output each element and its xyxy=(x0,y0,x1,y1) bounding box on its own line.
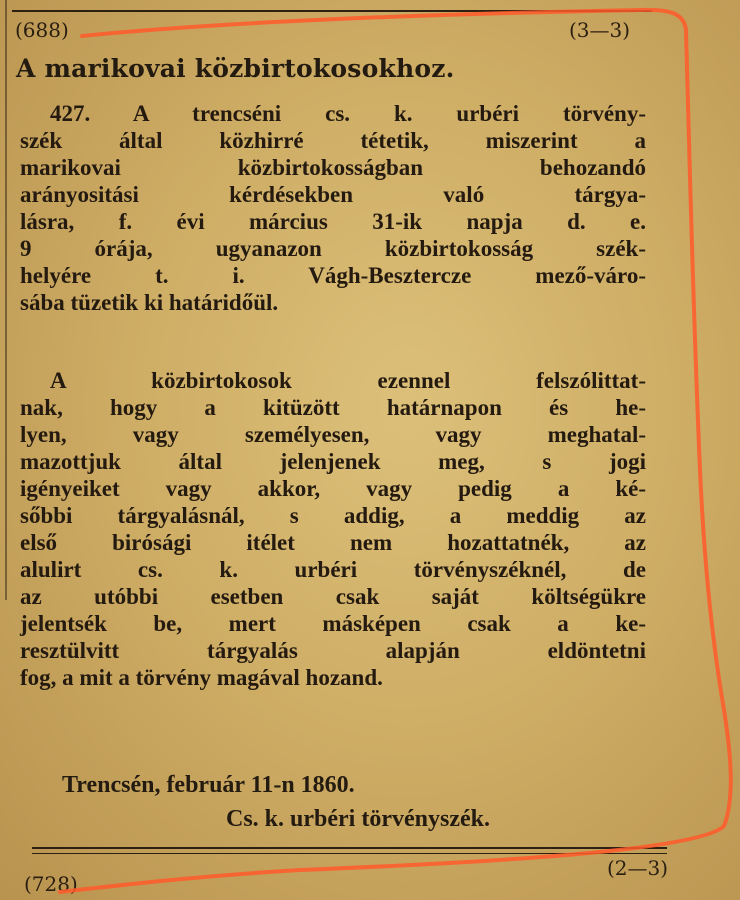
text-line: fog, a mit a törvény magával hozand. xyxy=(20,665,383,690)
text-line: mazottjuk által jelenjenek meg, s jogi xyxy=(20,449,646,474)
text-line: nak, hogy a kitüzött határnapon és he- xyxy=(20,395,646,420)
text-line: lyen, vagy személyesen, vagy meghatal- xyxy=(20,422,646,447)
text-line: igényeiket vagy akkor, vagy pedig a ké- xyxy=(20,476,646,501)
reference-number-top-left: (688) xyxy=(15,18,69,42)
paragraph-2 xyxy=(20,367,646,691)
text-line: resztülvitt tárgyalás alapján eldöntetni xyxy=(20,638,646,663)
text-line: A közbirtokosok ezennel felszólittat- xyxy=(50,368,646,393)
text-line: arányositási kérdésekben való tárgya- xyxy=(20,182,646,207)
bottom-separator-line-thin xyxy=(32,853,667,854)
reference-number-top-right: (3—3) xyxy=(568,18,630,42)
text-line: jelentsék be, mert másképen csak a ke- xyxy=(20,611,646,636)
text-line: az utóbbi esetben csak saját költségükre xyxy=(20,584,646,609)
text-line: lásra, f. évi március 31-ik napja d. e. xyxy=(20,209,646,234)
reference-number-bottom-left: (728) xyxy=(24,872,78,896)
top-separator-line xyxy=(12,10,652,12)
text-line: 9 órája, ugyanazon közbirtokosság szék- xyxy=(20,236,646,261)
reference-number-bottom-right: (2—3) xyxy=(606,856,668,880)
text-line: alulirt cs. k. urbéri törvényszéknél, de xyxy=(20,557,646,582)
place-and-date: Trencsén, február 11-n 1860. xyxy=(62,772,355,798)
text-line: első birósági itélet nem hozattatnék, az xyxy=(20,530,646,555)
text-line: helyére t. i. Vágh-Beszterczе mező-váro- xyxy=(20,263,646,288)
text-line: 427. A trencséni cs. k. urbéri törvény- xyxy=(50,101,646,126)
column-rule xyxy=(5,0,7,600)
text-line: sába tüzetik ki határidőül. xyxy=(20,290,279,315)
paragraph-1 xyxy=(20,100,646,316)
issuing-authority: Cs. k. urbéri törvényszék. xyxy=(226,806,490,832)
text-line: szék által közhirré tétetik, miszerint a xyxy=(20,128,646,153)
notice-title: A marikovai közbirtokosokhoz. xyxy=(16,54,455,83)
text-line: sőbbi tárgyalásnál, s addig, a meddig az xyxy=(20,503,646,528)
bottom-separator-line xyxy=(32,847,667,849)
text-line: marikovai közbirtokosságban behozandó xyxy=(20,155,646,180)
